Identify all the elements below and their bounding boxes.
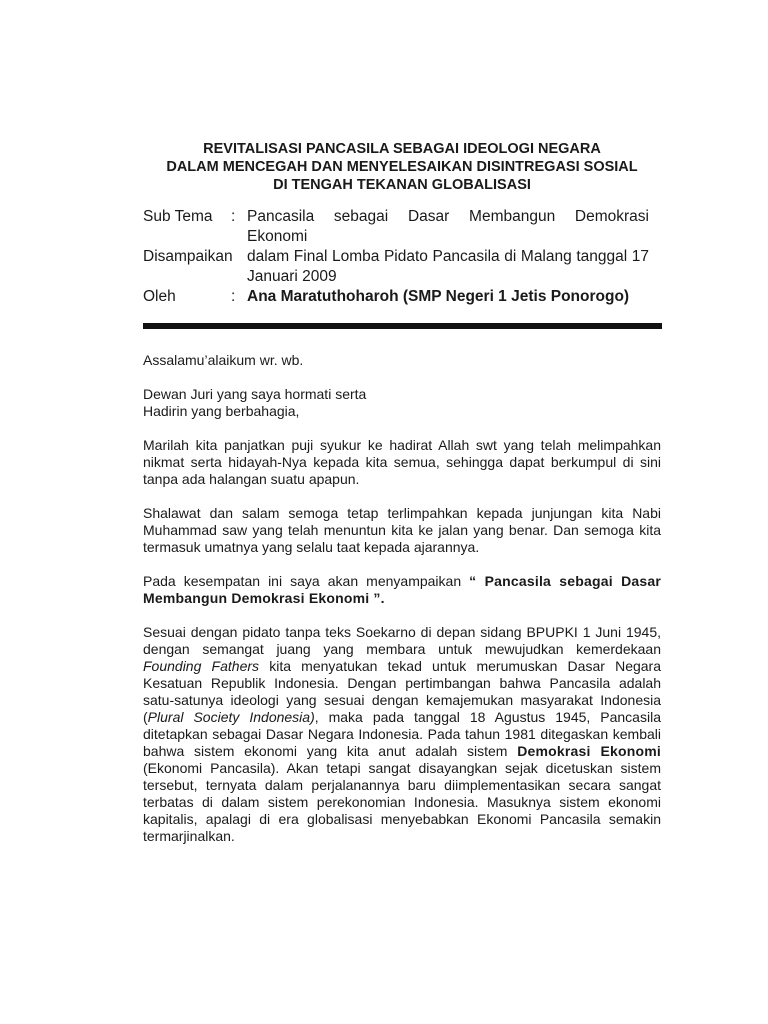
speech-meta [143, 207, 649, 307]
paragraph-1: Marilah kita panjatkan puji syukur ke hadirat Allah swt yang telah melimpahkan nikmat serta hidayah-Nya kepada kita semua, sehingga dapat berkumpul di sini tanpa ada halangan suatu apapun. [143, 437, 661, 487]
title-line-2: DALAM MENCEGAH DAN MENYELESAIKAN DISINTREGASI SOSIAL [166, 159, 638, 175]
greeting: Assalamu’alaikum wr. wb. [143, 352, 304, 368]
oleh-label: Oleh [143, 288, 176, 305]
paragraph-3-text: Pada kesempatan ini saya akan menyampaikan [143, 573, 470, 589]
meta-row-oleh [143, 287, 649, 307]
horizontal-divider [143, 323, 662, 329]
paragraph-4-part-c: kita menyatukan tekad untuk merumuskan Dasar Negara Kesatuan Republik Indonesia. Dengan pertimbangan bahwa Pancasila adalah satu-satunya ideologi yang sesuai dengan kemajemukan masyarakat Indonesia ( [143, 658, 661, 725]
subtema-value: Pancasila sebagai Dasar Membangun Demokrasi Ekonomi [247, 208, 649, 245]
paragraph-4-part-e: , maka pada tanggal 18 Agustus 1945, Pancasila ditetapkan sebagai Dasar Negara Indonesia. Pada tahun 1981 ditegaskan kembali bahwa sistem ekonomi yang kita anut adalah sistem [143, 709, 661, 759]
meta-row-disampaikan [143, 247, 649, 287]
address-line-2: Hadirin yang berbahagia, [143, 403, 300, 419]
oleh-value: Ana Maratuthoharoh (SMP Negeri 1 Jetis Ponorogo) [247, 288, 630, 305]
subtema-colon: : [231, 208, 236, 225]
address [143, 386, 661, 420]
disampaikan-value: dalam Final Lomba Pidato Pancasila di Malang tanggal 17 Januari 2009 [247, 248, 649, 285]
oleh-colon: : [231, 288, 236, 305]
title-line-1: REVITALISASI PANCASILA SEBAGAI IDEOLOGI NEGARA [203, 141, 601, 157]
paragraph-2: Shalawat dan salam semoga tetap terlimpahkan kepada junjungan kita Nabi Muhammad saw yang telah menuntun kita ke jalan yang benar. Dan semoga kita termasuk umatnya yang selalu taat kepada ajarannya. [143, 505, 661, 555]
paragraph-4-part-g: (Ekonomi Pancasila). Akan tetapi sangat disayangkan sejak dicetuskan sistem tersebut, ternyata dalam perjalanannya baru diimplementasikan secara sangat terbatas di dalam sistem perekonomian Indonesia. Masuknya sistem ekonomi kapitalis, apalagi di era globalisasi menyebabkan Ekonomi Pancasila semakin termarjinalkan. [143, 760, 661, 844]
plural-society-italic: Plural Society Indonesia) [147, 709, 315, 725]
speech-theme-bold: “ Pancasila sebagai Dasar Membangun Demokrasi Ekonomi ”. [143, 573, 661, 606]
subtema-label: Sub Tema [143, 208, 213, 225]
speech-body [143, 352, 661, 862]
document-title [143, 140, 661, 194]
meta-row-subtema [143, 207, 649, 247]
paragraph-4 [143, 624, 661, 845]
paragraph-3 [143, 573, 661, 607]
founding-fathers-italic: Founding Fathers [143, 658, 260, 674]
title-line-3: DI TENGAH TEKANAN GLOBALISASI [273, 177, 531, 193]
disampaikan-label: Disampaikan [143, 248, 233, 265]
demokrasi-ekonomi-bold: Demokrasi Ekonomi [517, 743, 662, 759]
paragraph-4-part-a: Sesuai dengan pidato tanpa teks Soekarno di depan sidang BPUPKI 1 Juni 1945, dengan semangat juang yang membara untuk mewujudkan kemerdekaan [143, 624, 661, 657]
address-line-1: Dewan Juri yang saya hormati serta [143, 386, 367, 402]
